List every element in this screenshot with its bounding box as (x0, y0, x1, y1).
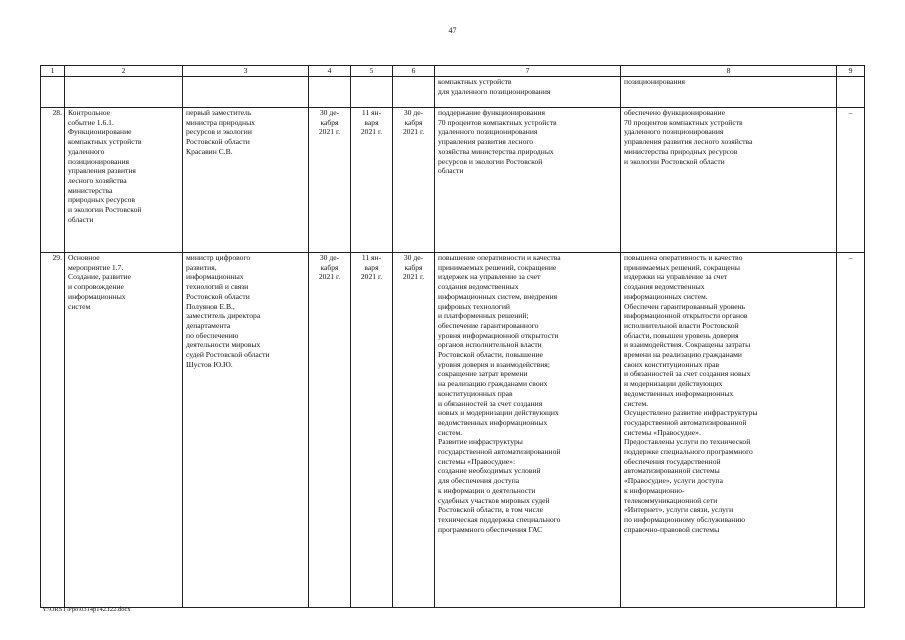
text-line: лесного хозяйства (68, 175, 127, 185)
text-line: системы «Правосудие»: (438, 456, 516, 466)
text-line: справочно-правовой системы (624, 524, 720, 534)
text-line: кабря (404, 262, 423, 272)
cont-actual-cell (621, 77, 837, 108)
text-line: Основное (68, 253, 100, 262)
text-line: поддержке специального программного (624, 447, 753, 457)
text-line: министерства природных ресурсов (624, 146, 738, 156)
text-line: ведомственных информационных (438, 417, 548, 427)
event-name-cell (65, 108, 183, 253)
text-line: хозяйства министерства природных (438, 146, 554, 156)
row-number: 29. (41, 253, 65, 608)
text-line: для удаленного позиционирования (438, 86, 551, 96)
text-line: Обеспечен гарантированный уровень (624, 301, 746, 311)
text-line: своих конституционных прав (624, 359, 720, 369)
text-line: и платформенных решений; (438, 311, 529, 321)
text-line: принимаемых решений, сокращены (624, 262, 740, 272)
text-line: кабря (404, 117, 423, 127)
text-line: позиционирования (624, 77, 686, 86)
text-line: ресурсов и экологии Ростовской (438, 156, 543, 166)
responsible-cell (183, 108, 309, 253)
text-line: обеспечение гарантированного (438, 320, 539, 330)
text-line: Осуществлено развитие инфраструктуры (624, 408, 758, 418)
text-line: систем (68, 301, 91, 311)
text-line: 2021 г. (402, 272, 425, 282)
date-end-cell (393, 108, 435, 253)
text-line: и экологии Ростовской области (624, 156, 725, 166)
text-line: министерства (68, 185, 113, 195)
text-line: первый заместитель (186, 108, 252, 117)
text-line: повышение оперативности и качества (438, 253, 561, 262)
text-line: программного обеспечения ГАС (438, 524, 543, 534)
text-line: Ростовской области (186, 137, 250, 147)
text-line: к информационно- (624, 485, 685, 495)
text-line: 2021 г. (360, 127, 383, 137)
text-line: систем. (624, 398, 649, 408)
text-line: Шустов Ю.Ю. (186, 359, 233, 369)
header-cell: 7 (435, 66, 621, 77)
text-line: развития, (186, 262, 217, 272)
text-line: на реализацию гражданами своих (438, 379, 548, 389)
planned-result-cell (435, 253, 621, 608)
note-cell: – (837, 253, 865, 608)
text-line: «Интернет», услуги связи, услуги (624, 505, 734, 515)
text-line: 30 де- (403, 108, 424, 117)
text-line: уровня информационной открытости (438, 330, 559, 340)
text-line: министр цифрового (186, 253, 251, 262)
text-line: по информационному обслуживанию (624, 514, 746, 524)
text-line: к информации о деятельности (438, 485, 536, 495)
page-number: 47 (448, 26, 457, 35)
text-line: по обеспечению (186, 330, 239, 340)
text-line: новых и модернизации действующих (438, 408, 559, 418)
text-line: 30 де- (403, 253, 424, 262)
text-line: Предоставлены услуги по технической (624, 437, 751, 447)
text-line: 70 процентов компактных устройств (438, 117, 557, 127)
header-cell: 2 (65, 66, 183, 77)
table-row (41, 253, 865, 608)
table-header-row (41, 66, 865, 77)
actual-result-cell (621, 253, 837, 608)
text-line: техническая поддержка специального (438, 514, 561, 524)
text-line: органов исполнительной власти (438, 340, 542, 350)
text-line: деятельности мировых (186, 340, 261, 350)
text-line: времени на реализацию гражданами (624, 350, 742, 360)
header-cell: 5 (351, 66, 393, 77)
text-line: мероприятие 1.7. (68, 262, 124, 272)
text-line: кабря (320, 117, 339, 127)
date-plan-cell (351, 108, 393, 253)
event-name-cell (65, 253, 183, 608)
text-line: Красавин С.В. (186, 146, 233, 156)
responsible-cell (183, 253, 309, 608)
text-line: технологий и связи (186, 282, 249, 292)
row-number: 28. (41, 108, 65, 253)
text-line: и модернизации действующих (624, 379, 723, 389)
plan-table (40, 65, 865, 608)
text-line: 11 ян- (361, 108, 382, 117)
text-line: удаленного позиционирования (438, 127, 538, 137)
text-line: судей Ростовской области (186, 350, 270, 360)
text-line: создание необходимых условий (438, 466, 541, 476)
date-end-cell (393, 253, 435, 608)
text-line: информационных систем, внедрения (438, 291, 558, 301)
text-line: телекоммуникационной сети (624, 495, 718, 505)
header-cell: 6 (393, 66, 435, 77)
header-cell: 9 (837, 66, 865, 77)
text-line: сокращение затрат времени (438, 369, 528, 379)
text-line: исполнительной власти Ростовской (624, 320, 739, 330)
continuation-row (41, 77, 865, 108)
text-line: 70 процентов компактных устройств (624, 117, 743, 127)
text-line: удаленного (68, 146, 105, 156)
text-line: управления развития лесного хозяйства (624, 137, 753, 147)
text-line: цифровых технологий (438, 301, 510, 311)
text-line: области, повышен уровень доверия (624, 330, 739, 340)
text-line: Контрольное (68, 108, 111, 117)
file-path-footer: Y:\ORST\Ppo\0314p142.f22.docx (42, 606, 131, 613)
text-line: информационной открытости органов (624, 311, 748, 321)
text-line: издержки на управление за счет (624, 272, 728, 282)
date-plan-cell (351, 253, 393, 608)
text-line: и экологии Ростовской (68, 205, 142, 215)
text-line: кабря (320, 262, 339, 272)
text-line: 2021 г. (360, 272, 383, 282)
text-line: природных ресурсов (68, 195, 135, 205)
text-line: 2021 г. (318, 127, 341, 137)
text-line: варя (364, 262, 379, 272)
text-line: 2021 г. (318, 272, 341, 282)
header-cell: 3 (183, 66, 309, 77)
text-line: области (68, 214, 94, 224)
text-line: уровня доверия и взаимодействия; (438, 359, 550, 369)
actual-result-cell (621, 108, 837, 253)
table-row (41, 108, 865, 253)
text-line: создания ведомственных (624, 282, 705, 292)
text-line: удаленного позиционирования (624, 127, 724, 137)
text-line: государственной автоматизированной (438, 447, 561, 457)
text-line: Развитие инфраструктуры (438, 437, 523, 447)
text-line: управления развития лесного (438, 137, 534, 147)
text-line: Создание, развитие (68, 272, 131, 282)
text-line: государственной автоматизированной (624, 417, 747, 427)
text-line: Полуянов Е.В., (186, 301, 235, 311)
note-cell: – (837, 108, 865, 253)
text-line: области (438, 166, 464, 176)
date-start-cell (309, 108, 351, 253)
planned-result-cell (435, 108, 621, 253)
text-line: департамента (186, 320, 231, 330)
text-line: повышена оперативность и качество (624, 253, 743, 262)
text-line: министра природных (186, 117, 255, 127)
text-line: позиционирования (68, 156, 130, 166)
header-cell: 4 (309, 66, 351, 77)
text-line: ведомственных информационных (624, 388, 734, 398)
text-line: автоматизированной системы (624, 466, 720, 476)
header-cell: 1 (41, 66, 65, 77)
text-line: 11 ян- (361, 253, 382, 262)
text-line: ресурсов и экологии (186, 127, 252, 137)
text-line: 30 де- (319, 253, 340, 262)
text-line: управления развития (68, 166, 136, 176)
text-line: издержек на управление за счет (438, 272, 541, 282)
text-line: и обязанностей за счет создания (438, 398, 543, 408)
text-line: Функционирование (68, 127, 132, 137)
text-line: и сопровождение (68, 282, 124, 292)
text-line: Ростовской области, повышение (438, 350, 543, 360)
text-line: создания ведомственных (438, 282, 519, 292)
text-line: информационных (186, 272, 244, 282)
text-line: 2021 г. (402, 127, 425, 137)
text-line: событие 1.6.1. (68, 117, 114, 127)
text-line: обеспечения государственной (624, 456, 721, 466)
text-line: поддержание функционирования (438, 108, 545, 117)
text-line: 30 де- (319, 108, 340, 117)
text-line: заместитель директора (186, 311, 261, 321)
text-line: компактных устройств (438, 77, 512, 86)
text-line: компактных устройств (68, 137, 142, 147)
text-line: и обязанностей за счет создания новых (624, 369, 751, 379)
header-cell: 8 (621, 66, 837, 77)
date-start-cell (309, 253, 351, 608)
text-line: принимаемых решений, сокращение (438, 262, 557, 272)
text-line: обеспечено функционирование (624, 108, 725, 117)
text-line: систем. (438, 427, 463, 437)
text-line: «Правосудие», услуги доступа (624, 476, 723, 486)
text-line: Ростовской области, в том числе (438, 505, 544, 515)
cont-planned-cell (435, 77, 621, 108)
text-line: конституционных прав (438, 388, 513, 398)
text-line: Ростовской области (186, 291, 250, 301)
text-line: информационных (68, 291, 126, 301)
text-line: судебных участков мировых судей (438, 495, 550, 505)
text-line: и взаимодействия. Сокращены затраты (624, 340, 751, 350)
text-line: для обеспечения доступа (438, 476, 520, 486)
text-line: варя (364, 117, 379, 127)
text-line: информационных систем. (624, 291, 708, 301)
text-line: системы «Правосудие». (624, 427, 701, 437)
